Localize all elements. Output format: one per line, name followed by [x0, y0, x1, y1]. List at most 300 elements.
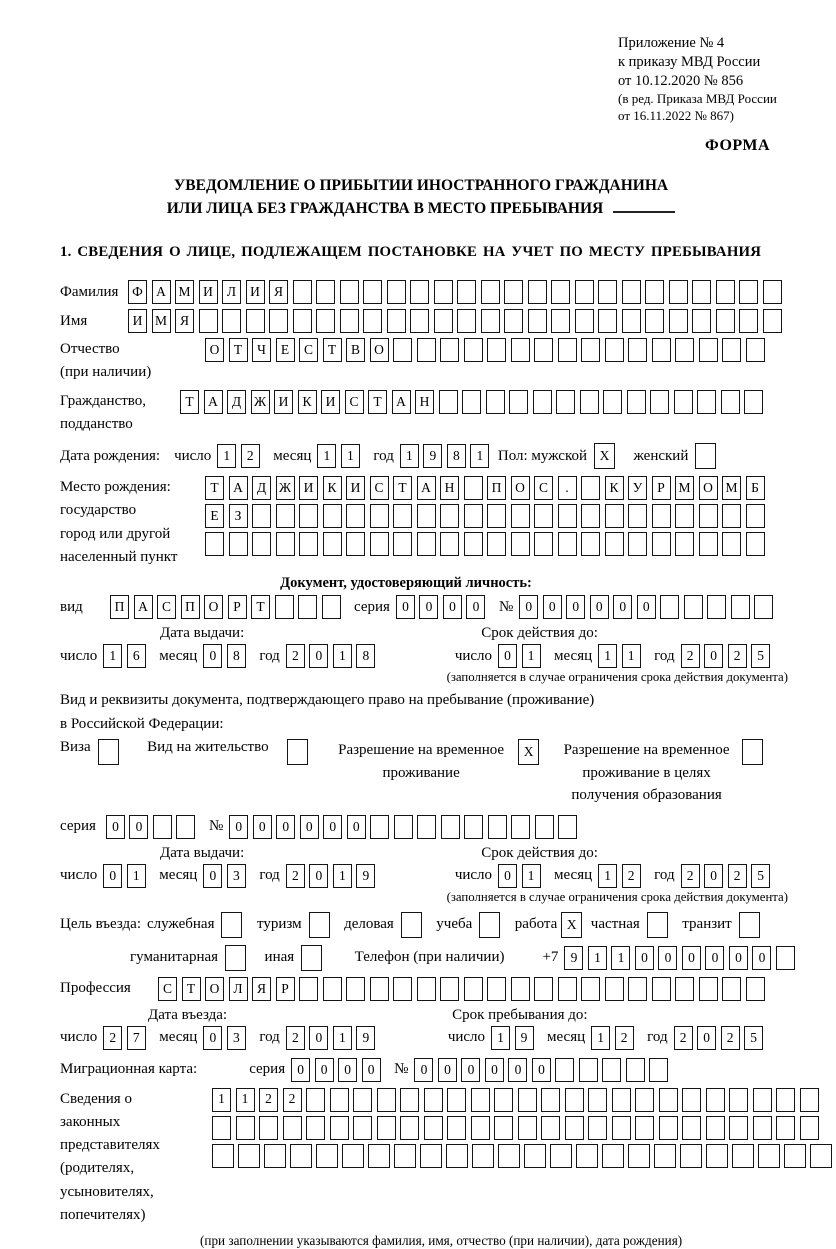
form-cell[interactable] [488, 815, 507, 839]
form-cell[interactable] [602, 1144, 624, 1168]
form-cell[interactable]: А [134, 595, 153, 619]
form-cell[interactable]: 0 [309, 644, 328, 668]
form-cell[interactable] [222, 309, 241, 333]
form-cell[interactable] [580, 390, 599, 414]
form-cell[interactable]: Р [276, 977, 295, 1001]
form-cell[interactable]: Я [252, 977, 271, 1001]
form-cell[interactable] [588, 1116, 607, 1140]
form-cell[interactable] [739, 280, 758, 304]
form-cell[interactable]: 0 [635, 946, 654, 970]
form-cell[interactable] [524, 1144, 546, 1168]
form-cell[interactable] [810, 1144, 832, 1168]
form-cell[interactable] [645, 280, 664, 304]
form-cell[interactable] [722, 504, 741, 528]
form-cell[interactable] [353, 1088, 372, 1112]
form-cell[interactable] [699, 977, 718, 1001]
form-cell[interactable] [511, 977, 530, 1001]
form-cell[interactable] [417, 532, 436, 556]
form-cell[interactable] [293, 280, 312, 304]
form-cell[interactable]: 2 [728, 644, 747, 668]
form-cell[interactable] [605, 977, 624, 1001]
form-cell[interactable]: 0 [697, 1026, 716, 1050]
form-cell[interactable] [652, 532, 671, 556]
form-cell[interactable] [276, 532, 295, 556]
form-cell[interactable]: Ч [252, 338, 271, 362]
form-cell[interactable] [457, 309, 476, 333]
form-cell[interactable] [742, 739, 763, 765]
form-cell[interactable] [346, 504, 365, 528]
form-cell[interactable]: Ф [128, 280, 147, 304]
form-cell[interactable] [541, 1116, 560, 1140]
form-cell[interactable]: Д [252, 476, 271, 500]
form-cell[interactable] [306, 1088, 325, 1112]
form-cell[interactable] [153, 815, 172, 839]
form-cell[interactable] [464, 476, 483, 500]
form-cell[interactable]: 0 [203, 864, 222, 888]
form-cell[interactable] [518, 1088, 537, 1112]
form-cell[interactable] [675, 338, 694, 362]
form-cell[interactable] [556, 390, 575, 414]
form-cell[interactable] [440, 504, 459, 528]
form-cell[interactable] [299, 532, 318, 556]
form-cell[interactable] [306, 1116, 325, 1140]
form-cell[interactable]: 5 [751, 864, 770, 888]
form-cell[interactable]: 0 [704, 644, 723, 668]
form-cell[interactable] [581, 504, 600, 528]
form-cell[interactable] [699, 338, 718, 362]
form-cell[interactable] [650, 390, 669, 414]
form-cell[interactable]: И [128, 309, 147, 333]
form-cell[interactable]: И [346, 476, 365, 500]
form-cell[interactable]: 6 [127, 644, 146, 668]
form-cell[interactable] [322, 595, 341, 619]
form-cell[interactable]: 0 [347, 815, 366, 839]
form-cell[interactable]: Е [205, 504, 224, 528]
form-cell[interactable] [417, 815, 436, 839]
form-cell[interactable]: 2 [681, 644, 700, 668]
form-cell[interactable] [225, 945, 246, 971]
form-cell[interactable]: 1 [236, 1088, 255, 1112]
form-cell[interactable] [212, 1116, 231, 1140]
form-cell[interactable] [628, 338, 647, 362]
form-cell[interactable] [370, 815, 389, 839]
form-cell[interactable] [603, 390, 622, 414]
form-cell[interactable]: 0 [729, 946, 748, 970]
form-cell[interactable] [682, 1116, 701, 1140]
form-cell[interactable]: 0 [613, 595, 632, 619]
form-cell[interactable] [400, 1088, 419, 1112]
form-cell[interactable] [669, 309, 688, 333]
form-cell[interactable] [498, 1144, 520, 1168]
form-cell[interactable] [504, 309, 523, 333]
form-cell[interactable] [654, 1144, 676, 1168]
form-cell[interactable] [269, 309, 288, 333]
form-cell[interactable]: О [205, 338, 224, 362]
form-cell[interactable]: 2 [259, 1088, 278, 1112]
form-cell[interactable]: 1 [317, 444, 336, 468]
form-cell[interactable]: 0 [315, 1058, 334, 1082]
form-cell[interactable] [660, 595, 679, 619]
form-cell[interactable] [692, 309, 711, 333]
form-cell[interactable]: М [675, 476, 694, 500]
form-cell[interactable] [447, 1116, 466, 1140]
form-cell[interactable] [434, 309, 453, 333]
form-cell[interactable] [368, 1144, 390, 1168]
form-cell[interactable] [575, 309, 594, 333]
form-cell[interactable] [645, 309, 664, 333]
form-cell[interactable]: 1 [598, 644, 617, 668]
form-cell[interactable] [323, 504, 342, 528]
form-cell[interactable] [511, 338, 530, 362]
form-cell[interactable] [487, 504, 506, 528]
form-cell[interactable]: 1 [491, 1026, 510, 1050]
form-cell[interactable] [541, 1088, 560, 1112]
form-cell[interactable] [394, 1144, 416, 1168]
form-cell[interactable]: 3 [227, 864, 246, 888]
form-cell[interactable] [697, 390, 716, 414]
form-cell[interactable] [98, 739, 119, 765]
form-cell[interactable] [238, 1144, 260, 1168]
form-cell[interactable] [387, 280, 406, 304]
form-cell[interactable]: 0 [106, 815, 125, 839]
form-cell[interactable]: 0 [414, 1058, 433, 1082]
form-cell[interactable]: М [152, 309, 171, 333]
form-cell[interactable] [659, 1088, 678, 1112]
form-cell[interactable] [784, 1144, 806, 1168]
form-cell[interactable] [252, 532, 271, 556]
form-cell[interactable] [393, 338, 412, 362]
form-cell[interactable] [739, 309, 758, 333]
form-cell[interactable] [316, 1144, 338, 1168]
form-cell[interactable] [464, 338, 483, 362]
form-cell[interactable]: 2 [103, 1026, 122, 1050]
form-cell[interactable]: Л [229, 977, 248, 1001]
form-cell[interactable]: О [205, 977, 224, 1001]
form-cell[interactable] [602, 1058, 621, 1082]
form-cell[interactable]: 2 [622, 864, 641, 888]
form-cell[interactable]: 9 [356, 864, 375, 888]
form-cell[interactable]: Я [175, 309, 194, 333]
form-cell[interactable]: Н [415, 390, 434, 414]
form-cell[interactable] [612, 1088, 631, 1112]
form-cell[interactable] [674, 390, 693, 414]
form-cell[interactable] [479, 912, 500, 938]
form-cell[interactable] [393, 532, 412, 556]
form-cell[interactable] [649, 1058, 668, 1082]
form-cell[interactable] [695, 443, 716, 469]
form-cell[interactable] [299, 977, 318, 1001]
form-cell[interactable] [472, 1144, 494, 1168]
form-cell[interactable] [746, 532, 765, 556]
form-cell[interactable] [721, 390, 740, 414]
form-cell[interactable] [370, 504, 389, 528]
form-cell[interactable] [729, 1116, 748, 1140]
form-cell[interactable] [323, 977, 342, 1001]
form-cell[interactable] [236, 1116, 255, 1140]
form-cell[interactable] [754, 595, 773, 619]
form-cell[interactable]: В [346, 338, 365, 362]
form-cell[interactable] [535, 815, 554, 839]
form-cell[interactable]: 2 [728, 864, 747, 888]
form-cell[interactable]: 0 [300, 815, 319, 839]
form-cell[interactable] [494, 1088, 513, 1112]
form-cell[interactable] [205, 532, 224, 556]
form-cell[interactable]: К [298, 390, 317, 414]
form-cell[interactable]: 0 [590, 595, 609, 619]
form-cell[interactable]: 2 [615, 1026, 634, 1050]
form-cell[interactable] [440, 977, 459, 1001]
form-cell[interactable] [221, 912, 242, 938]
form-cell[interactable] [558, 532, 577, 556]
form-cell[interactable] [400, 1116, 419, 1140]
form-cell[interactable]: И [321, 390, 340, 414]
form-cell[interactable]: С [157, 595, 176, 619]
form-cell[interactable] [487, 338, 506, 362]
form-cell[interactable]: Т [180, 390, 199, 414]
form-cell[interactable]: 0 [752, 946, 771, 970]
form-cell[interactable]: Б [746, 476, 765, 500]
form-cell[interactable] [417, 504, 436, 528]
form-cell[interactable]: 1 [470, 444, 489, 468]
form-cell[interactable] [410, 309, 429, 333]
form-cell[interactable] [283, 1116, 302, 1140]
form-cell[interactable] [628, 977, 647, 1001]
form-cell[interactable] [675, 504, 694, 528]
form-cell[interactable]: 0 [498, 864, 517, 888]
form-cell[interactable] [628, 1144, 650, 1168]
form-cell[interactable] [622, 309, 641, 333]
form-cell[interactable] [246, 309, 265, 333]
form-cell[interactable]: 0 [438, 1058, 457, 1082]
form-cell[interactable] [680, 1144, 702, 1168]
form-cell[interactable]: Т [205, 476, 224, 500]
form-cell[interactable] [363, 309, 382, 333]
form-cell[interactable]: С [345, 390, 364, 414]
form-cell[interactable]: С [158, 977, 177, 1001]
form-cell[interactable] [534, 504, 553, 528]
form-cell[interactable]: 0 [291, 1058, 310, 1082]
form-cell[interactable] [363, 280, 382, 304]
form-cell[interactable] [420, 1144, 442, 1168]
form-cell[interactable] [199, 309, 218, 333]
form-cell[interactable]: С [534, 476, 553, 500]
form-cell[interactable] [581, 532, 600, 556]
form-cell[interactable] [753, 1116, 772, 1140]
form-cell[interactable]: Н [440, 476, 459, 500]
form-cell[interactable] [511, 815, 530, 839]
form-cell[interactable] [682, 1088, 701, 1112]
form-cell[interactable]: У [628, 476, 647, 500]
form-cell[interactable] [340, 309, 359, 333]
form-cell[interactable] [699, 532, 718, 556]
form-cell[interactable] [746, 977, 765, 1001]
form-cell[interactable]: 0 [338, 1058, 357, 1082]
form-cell[interactable] [440, 532, 459, 556]
form-cell[interactable]: 0 [419, 595, 438, 619]
form-cell[interactable]: X [518, 739, 539, 765]
form-cell[interactable]: 0 [705, 946, 724, 970]
form-cell[interactable] [558, 504, 577, 528]
form-cell[interactable]: Р [652, 476, 671, 500]
form-cell[interactable] [287, 739, 308, 765]
form-cell[interactable]: Ж [251, 390, 270, 414]
form-cell[interactable]: 0 [485, 1058, 504, 1082]
form-cell[interactable]: О [204, 595, 223, 619]
form-cell[interactable] [481, 280, 500, 304]
form-cell[interactable] [440, 338, 459, 362]
form-cell[interactable] [732, 1144, 754, 1168]
form-cell[interactable]: 0 [323, 815, 342, 839]
form-cell[interactable] [706, 1144, 728, 1168]
form-cell[interactable] [264, 1144, 286, 1168]
form-cell[interactable] [252, 504, 271, 528]
form-cell[interactable] [722, 532, 741, 556]
form-cell[interactable]: 1 [588, 946, 607, 970]
form-cell[interactable] [487, 532, 506, 556]
form-cell[interactable] [301, 945, 322, 971]
form-cell[interactable] [298, 595, 317, 619]
form-cell[interactable] [346, 532, 365, 556]
form-cell[interactable] [316, 280, 335, 304]
form-cell[interactable] [212, 1144, 234, 1168]
form-cell[interactable] [276, 504, 295, 528]
form-cell[interactable]: А [417, 476, 436, 500]
form-cell[interactable] [293, 309, 312, 333]
form-cell[interactable] [316, 309, 335, 333]
form-cell[interactable] [800, 1088, 819, 1112]
form-cell[interactable]: 1 [341, 444, 360, 468]
form-cell[interactable]: 0 [309, 864, 328, 888]
form-cell[interactable]: 1 [333, 1026, 352, 1050]
form-cell[interactable] [744, 390, 763, 414]
form-cell[interactable] [635, 1116, 654, 1140]
form-cell[interactable]: 9 [423, 444, 442, 468]
form-cell[interactable] [675, 977, 694, 1001]
form-cell[interactable] [605, 338, 624, 362]
form-cell[interactable] [716, 280, 735, 304]
form-cell[interactable]: Д [227, 390, 246, 414]
form-cell[interactable] [370, 532, 389, 556]
form-cell[interactable] [259, 1116, 278, 1140]
form-cell[interactable]: О [511, 476, 530, 500]
form-cell[interactable]: 1 [212, 1088, 231, 1112]
form-cell[interactable] [330, 1116, 349, 1140]
form-cell[interactable]: К [605, 476, 624, 500]
form-cell[interactable] [581, 977, 600, 1001]
form-cell[interactable]: 0 [543, 595, 562, 619]
form-cell[interactable]: 8 [356, 644, 375, 668]
form-cell[interactable] [393, 504, 412, 528]
form-cell[interactable] [746, 338, 765, 362]
form-cell[interactable] [575, 280, 594, 304]
form-cell[interactable]: 2 [721, 1026, 740, 1050]
form-cell[interactable] [377, 1088, 396, 1112]
form-cell[interactable] [439, 390, 458, 414]
form-cell[interactable] [511, 504, 530, 528]
form-cell[interactable]: 1 [522, 864, 541, 888]
form-cell[interactable] [464, 815, 483, 839]
form-cell[interactable] [528, 309, 547, 333]
form-cell[interactable] [605, 504, 624, 528]
form-cell[interactable] [346, 977, 365, 1001]
form-cell[interactable] [647, 912, 668, 938]
form-cell[interactable]: 1 [333, 644, 352, 668]
form-cell[interactable]: 0 [443, 595, 462, 619]
form-cell[interactable] [534, 977, 553, 1001]
form-cell[interactable]: 1 [591, 1026, 610, 1050]
form-cell[interactable]: 1 [622, 644, 641, 668]
form-cell[interactable] [581, 476, 600, 500]
form-cell[interactable] [627, 390, 646, 414]
form-cell[interactable]: Я [269, 280, 288, 304]
form-cell[interactable]: 0 [519, 595, 538, 619]
form-cell[interactable] [706, 1116, 725, 1140]
form-cell[interactable] [494, 1116, 513, 1140]
form-cell[interactable] [446, 1144, 468, 1168]
form-cell[interactable] [565, 1116, 584, 1140]
form-cell[interactable] [509, 390, 528, 414]
form-cell[interactable] [581, 338, 600, 362]
form-cell[interactable] [612, 1116, 631, 1140]
form-cell[interactable] [692, 280, 711, 304]
form-cell[interactable] [377, 1116, 396, 1140]
form-cell[interactable]: Ж [276, 476, 295, 500]
form-cell[interactable] [800, 1116, 819, 1140]
form-cell[interactable] [534, 532, 553, 556]
form-cell[interactable]: А [229, 476, 248, 500]
form-cell[interactable]: X [561, 912, 582, 938]
form-cell[interactable] [605, 532, 624, 556]
form-cell[interactable]: 1 [103, 644, 122, 668]
form-cell[interactable] [299, 504, 318, 528]
form-cell[interactable]: З [229, 504, 248, 528]
form-cell[interactable] [424, 1116, 443, 1140]
form-cell[interactable] [588, 1088, 607, 1112]
form-cell[interactable]: 0 [498, 644, 517, 668]
form-cell[interactable] [528, 280, 547, 304]
form-cell[interactable] [387, 309, 406, 333]
form-cell[interactable] [598, 309, 617, 333]
form-cell[interactable] [464, 977, 483, 1001]
form-cell[interactable] [551, 280, 570, 304]
form-cell[interactable]: 2 [283, 1088, 302, 1112]
form-cell[interactable] [652, 338, 671, 362]
form-cell[interactable]: 8 [447, 444, 466, 468]
form-cell[interactable] [628, 532, 647, 556]
form-cell[interactable]: 0 [309, 1026, 328, 1050]
form-cell[interactable] [481, 309, 500, 333]
form-cell[interactable] [309, 912, 330, 938]
form-cell[interactable]: 0 [508, 1058, 527, 1082]
form-cell[interactable] [558, 815, 577, 839]
form-cell[interactable]: 1 [400, 444, 419, 468]
form-cell[interactable] [323, 532, 342, 556]
form-cell[interactable]: 0 [658, 946, 677, 970]
form-cell[interactable] [558, 977, 577, 1001]
form-cell[interactable]: 0 [566, 595, 585, 619]
form-cell[interactable] [486, 390, 505, 414]
form-cell[interactable] [675, 532, 694, 556]
form-cell[interactable]: П [487, 476, 506, 500]
form-cell[interactable] [684, 595, 703, 619]
form-cell[interactable]: 7 [127, 1026, 146, 1050]
form-cell[interactable] [471, 1088, 490, 1112]
form-cell[interactable] [229, 532, 248, 556]
form-cell[interactable]: П [181, 595, 200, 619]
form-cell[interactable] [457, 280, 476, 304]
form-cell[interactable]: 5 [751, 644, 770, 668]
form-cell[interactable]: М [722, 476, 741, 500]
